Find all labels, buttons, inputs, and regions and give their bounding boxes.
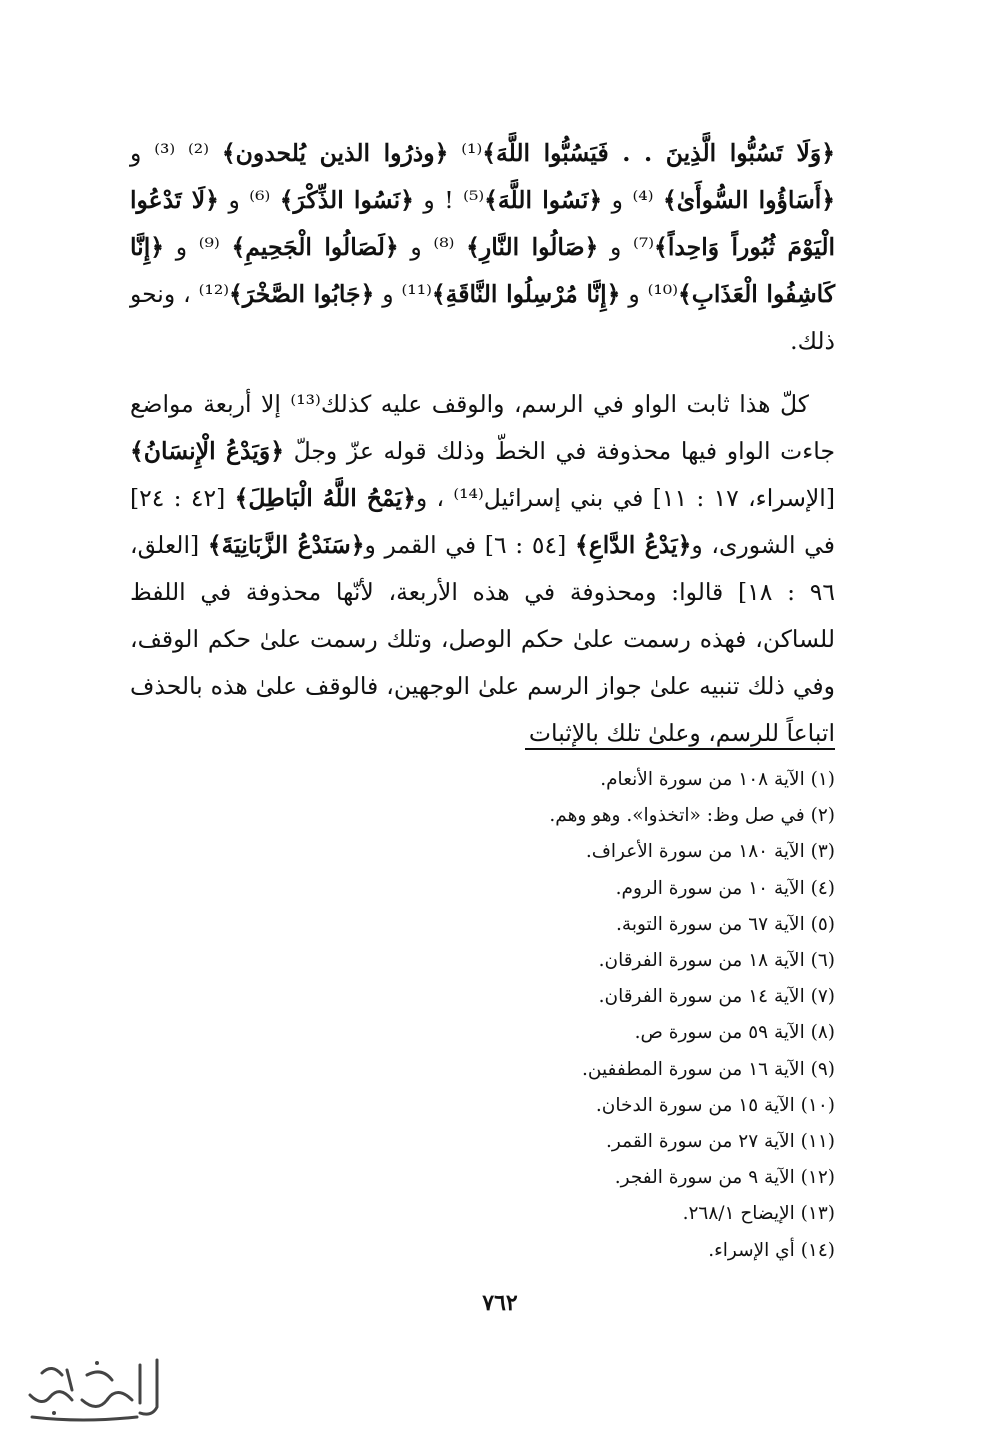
footnote: (٨) الآية ٥٩ من سورة ص. [634,1022,835,1044]
text-segment: ⁽⁷⁾ و [598,233,655,261]
text-segment: كلّ هذا ثابت الواو في الرسم، والوقف عليه كذلك⁽¹³⁾ إلا أربعة مواضع جاءت الواو فيها محذوفة في الخطّ وذلك قوله عزّ وجلّ [130,390,835,465]
footnote: (١٢) الآية ٩ من سورة الفجر. [614,1167,835,1189]
footnote: (٢) في صل وظ: «اتخذوا». وهو وهم. [549,805,835,827]
verse-quote: ﴿وَلَا تَسُبُّوا الَّذِينَ . . فَيَسُبُّوا اللَّهَ﴾ [482,139,836,167]
text-segment: [الإسراء، ١٧ : ١١] في بني إسرائيل⁽¹⁴⁾ ، و [415,484,835,512]
text-segment: ⁽⁴⁾ و [602,186,663,214]
verse-quote: ﴿يَمْحُ اللَّهُ الْبَاطِلَ﴾ [234,484,416,512]
text-segment: [٥٤ : ٦] في القمر و [364,531,575,559]
verse-quote: ﴿إِنَّا كَاشِفُوا الْعَذَابِ﴾ [130,233,836,308]
text-segment: ⁽⁶⁾ و [218,186,280,214]
verse-quote: ﴿نَسُوا اللَّهَ﴾ [484,186,603,214]
footnote: (١١) الآية ٢٧ من سورة القمر. [606,1131,835,1153]
text-segment: ⁽⁸⁾ و [398,233,467,261]
footnote: (٩) الآية ١٦ من سورة المطففين. [581,1058,835,1080]
verse-quote: ﴿وَيَدْعُ الْإِنسَانُ﴾ [130,437,284,465]
verse-quote: ﴿صَالُوا النَّارِ﴾ [466,233,599,261]
text-segment: [٤٢ : ٢٤] في الشورى، و [130,484,835,559]
verse-quote: ﴿جَابُوا الصَّخْرَ﴾ [229,280,375,308]
footnote: (٤) الآية ١٠ من سورة الروم. [615,877,835,899]
text-segment: ⁽¹¹⁾ و [374,280,432,308]
verse-quote: ﴿لَا تَدْعُوا الْيَوْمَ ثُبُوراً وَاحِداً﴾ [130,186,836,261]
text-segment: ⁽¹⁰⁾ و [620,280,678,308]
footnote-divider [525,748,835,750]
verse-quote: ﴿أَسَاؤُوا السُّوأَىٰ﴾ [662,186,836,214]
paragraph-1 [130,130,835,365]
footnote: (١٠) الآية ١٥ من سورة الدخان. [595,1094,835,1116]
text-segment: ⁽²⁾ ⁽³⁾ و [130,139,222,167]
page-number: ٧٦٢ [482,1290,518,1316]
footnotes [315,762,835,1269]
verse-quote: ﴿إِنَّا مُرْسِلُوا النَّاقَةِ﴾ [431,280,621,308]
footnote: (١) الآية ١٠٨ من سورة الأنعام. [600,769,835,790]
footnote: (١٤) أي الإسراء. [708,1239,835,1261]
verse-quote: ﴿نَسُوا الذِّكْرَ﴾ [279,186,414,214]
text-segment: [العلق، ٩٦ : ١٨] قالوا: ومحذوفة في هذه الأربعة، لأنّها محذوفة في اللفظ للساكن، فهذه رسمت علىٰ حكم الوصل، وتلك رسمت علىٰ حكم الوقف، وفي ذلك تنبيه علىٰ جواز الرسم علىٰ الوجهين، فالوقف علىٰ هذه بالحذف اتباعاً للرسم، وعلىٰ تلك بالإثبات [130,531,835,747]
verse-quote: ﴿سَنَدْعُ الزَّبَانِيَةَ﴾ [207,531,365,559]
text-segment: ⁽⁵⁾ ! و [413,186,485,214]
footnote: (١٣) الإيضاح ٢٦٨/١. [682,1203,835,1225]
footnote: (٧) الآية ١٤ من سورة الفرقان. [598,986,835,1008]
paragraph-2 [130,381,835,757]
calligraphy-logo [12,1345,172,1430]
footnote: (٥) الآية ٦٧ من سورة التوبة. [616,913,835,935]
verse-quote: ﴿وذرُوا الذين يُلحدون﴾ [221,139,449,167]
text-segment: ⁽¹⁾ [448,139,483,167]
verse-quote: ﴿يَدْعُ الدَّاعِ﴾ [574,531,692,559]
text-segment: ⁽¹²⁾ ، ونحو ذلك. [130,280,835,355]
footnote: (٦) الآية ١٨ من سورة الفرقان. [598,950,835,972]
verse-quote: ﴿لَصَالُوا الْجَحِيمِ﴾ [231,233,399,261]
footnote: (٣) الآية ١٨٠ من سورة الأعراف. [585,841,835,863]
main-text [130,130,835,757]
text-segment: ⁽⁹⁾ و [164,233,232,261]
